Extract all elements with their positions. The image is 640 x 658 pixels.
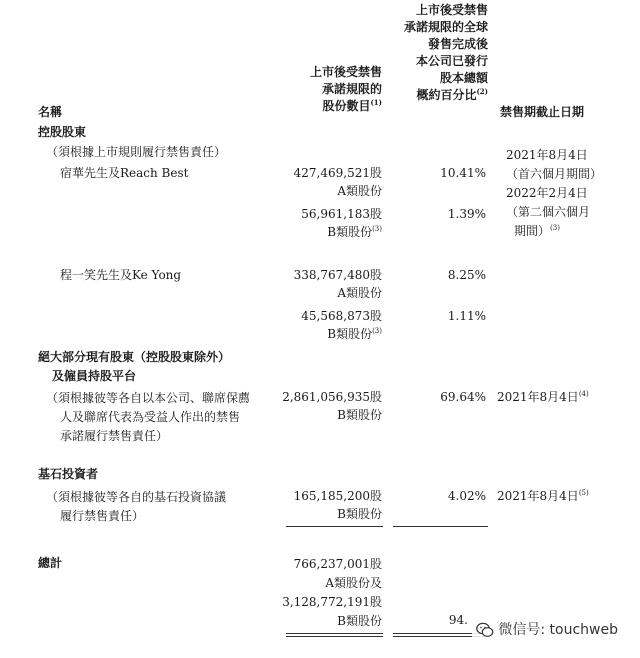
header-shares-line2: 承諾規限的	[321, 82, 382, 96]
header-pct-line5: 股本總額	[439, 71, 488, 85]
header-pct-line4: 本公司已發行	[415, 54, 488, 68]
header-end-date: 禁售期截止日期	[500, 105, 585, 119]
holder1-b-pct: 1.39%	[447, 207, 486, 221]
holder2-a-pct: 8.25%	[447, 268, 486, 282]
cornerstone-class: B類股份	[337, 507, 382, 521]
existing-title	[38, 348, 230, 386]
holder2-name: 程一笑先生及Ke Yong	[60, 268, 182, 282]
holder1-a-pct: 10.41%	[440, 166, 486, 180]
wechat-icon	[476, 622, 494, 638]
holder1-end-date	[506, 146, 602, 241]
watermark-text: 微信号: touchweb	[498, 622, 618, 638]
holder1-end-line2: （首六個月期間）	[506, 167, 603, 181]
existing-title-line2: 及僱員持股平台	[52, 369, 137, 383]
existing-note-line1: （須根據彼等各自以本公司、聯席保薦	[46, 391, 251, 405]
cornerstone-note	[46, 488, 226, 526]
holder1-b-class: B類股份$^{(3)}$	[327, 225, 382, 239]
existing-pct: 69.64%	[440, 390, 486, 404]
cornerstone-note-line1: （須根據彼等各自的基石投資協議	[46, 490, 227, 504]
header-pct-line2: 承諾規限的全球	[403, 20, 488, 34]
watermark	[472, 620, 622, 640]
total-line2: A類股份及	[325, 576, 382, 590]
total-line1: 766,237,001股	[293, 557, 382, 571]
holder1-end-line4: （第二個六個月	[506, 205, 591, 219]
existing-note-line2: 人及聯席代表為受益人作出的禁售	[60, 410, 241, 424]
holder2-b-class: B類股份$^{(3)}$	[327, 327, 382, 341]
holder2-a-class: A類股份	[337, 286, 382, 300]
controlling-title: 控股股東	[38, 125, 87, 139]
total-line3: 3,128,772,191股	[282, 595, 382, 609]
cornerstone-shares-rule	[286, 526, 383, 527]
existing-note	[46, 389, 250, 446]
total-shares-double-rule	[286, 633, 383, 637]
cornerstone-shares: 165,185,200股	[293, 489, 382, 503]
cornerstone-end-date: 2021年8月4日$^{(5)}$	[497, 489, 589, 503]
holder1-name: 宿華先生及Reach Best	[60, 166, 189, 180]
existing-title-line1: 絕大部分現有股東（控股股東除外）	[38, 350, 231, 364]
holder1-end-line1: 2021年8月4日	[506, 148, 588, 162]
header-shares	[270, 64, 382, 115]
header-pct-line6: 概約百分比$^{(2)}$	[416, 87, 488, 102]
cornerstone-title: 基石投資者	[38, 467, 99, 481]
holder1-a-shares: 427,469,521股	[293, 166, 382, 180]
existing-note-line3: 承諾履行禁售責任）	[60, 429, 169, 443]
holder2-b-pct: 1.11%	[447, 309, 486, 323]
total-shares	[270, 555, 382, 631]
controlling-note: （須根據上市規則履行禁售責任）	[46, 145, 227, 159]
header-name: 名稱	[38, 105, 63, 119]
header-shares-line3: 股份數目$^{(1)}$	[322, 98, 382, 113]
header-pct-line3: 發售完成後	[427, 37, 488, 51]
total-pct: 94.	[448, 613, 468, 627]
total-label: 總計	[38, 556, 63, 570]
cornerstone-note-line2: 履行禁售責任）	[60, 509, 145, 523]
header-shares-line1: 上市後受禁售	[309, 65, 382, 79]
existing-end-date: 2021年8月4日$^{(4)}$	[497, 390, 589, 404]
cornerstone-pct-rule	[393, 526, 488, 527]
holder1-end-line3: 2022年2月4日	[506, 186, 588, 200]
holder1-a-class: A類股份	[337, 184, 382, 198]
header-pct-line1: 上市後受禁售	[415, 3, 488, 17]
total-line4: B類股份	[337, 614, 382, 628]
existing-shares: 2,861,056,935股	[282, 390, 382, 404]
cornerstone-pct: 4.02%	[447, 489, 486, 503]
holder1-b-shares: 56,961,183股	[301, 207, 382, 221]
existing-class: B類股份	[337, 408, 382, 422]
header-pct	[370, 2, 488, 104]
holder1-end-line5: 期間）$^{(3)}$	[514, 224, 560, 238]
holder2-b-shares: 45,568,873股	[301, 309, 382, 323]
holder2-a-shares: 338,767,480股	[293, 268, 382, 282]
